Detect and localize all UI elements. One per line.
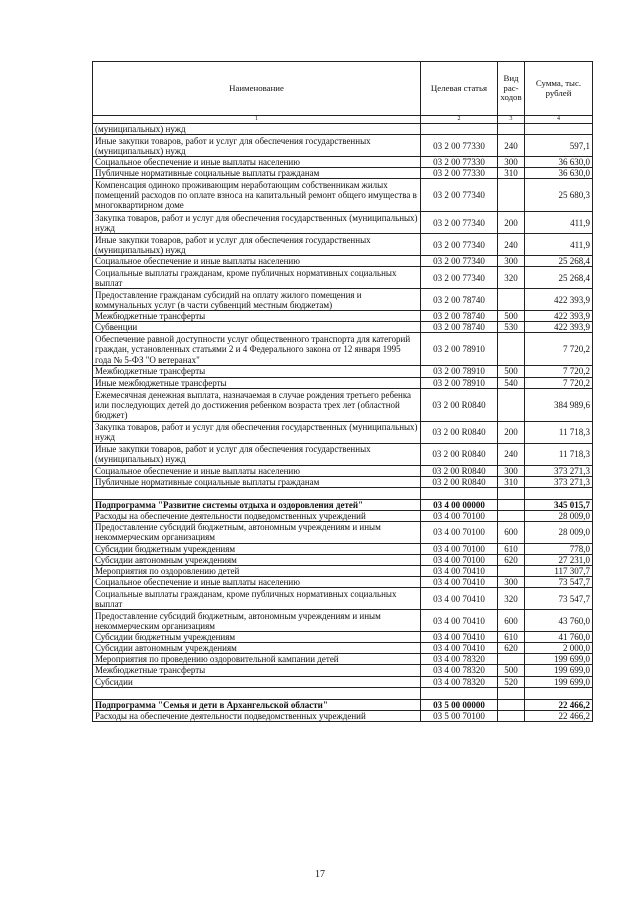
row-code-cell: 03 4 00 70410 [421,610,498,632]
row-code-cell: 03 4 00 78320 [421,654,498,665]
row-name-cell: Социальные выплаты гражданам, кроме публичных нормативных социальных выплат [93,588,421,610]
row-type-cell: 300 [498,256,525,267]
row-name-cell: Межбюджетные трансферты [93,366,421,377]
table-row [93,256,593,267]
row-code-cell: 03 2 00 77330 [421,168,498,179]
row-type-cell [498,124,525,135]
row-type-cell [498,687,525,699]
row-name-cell: Субсидии автономным учреждениям [93,555,421,566]
row-name-cell: Предоставление гражданам субсидий на оплату жилого помещения и коммунальных услуг (в части субвенций местным бюджетам) [93,289,421,311]
table-row [93,157,593,168]
row-name-cell: Субсидии бюджетным учреждениям [93,632,421,643]
row-type-cell: 300 [498,465,525,476]
table-row [93,168,593,179]
row-code-cell: 03 5 00 70100 [421,710,498,721]
row-sum-cell: 2 000,0 [525,643,593,654]
row-type-cell [498,510,525,521]
row-code-cell: 03 2 00 77330 [421,135,498,157]
row-name-cell: Подпрограмма "Развитие системы отдыха и оздоровления детей" [93,499,421,510]
row-code-cell: 03 4 00 70410 [421,643,498,654]
row-code-cell: 03 2 00 R0840 [421,476,498,487]
row-name-cell: Публичные нормативные социальные выплаты гражданам [93,168,421,179]
row-code-cell: 03 2 00 78910 [421,333,498,366]
row-type-cell: 310 [498,476,525,487]
row-code-cell: 03 4 00 00000 [421,499,498,510]
table-row [93,311,593,322]
table-row [93,421,593,443]
row-code-cell [421,687,498,699]
row-sum-cell: 384 989,6 [525,388,593,421]
row-code-cell: 03 2 00 78910 [421,366,498,377]
row-name-cell: Иные межбюджетные трансферты [93,377,421,388]
row-name-cell: Социальное обеспечение и иные выплаты населению [93,577,421,588]
row-sum-cell: 22 466,2 [525,699,593,710]
row-sum-cell: 27 231,0 [525,555,593,566]
row-type-cell: 500 [498,665,525,676]
row-sum-cell: 411,9 [525,212,593,234]
row-code-cell: 03 2 00 78740 [421,289,498,311]
header-name: Наименование [93,62,421,116]
row-code-cell: 03 4 00 70410 [421,588,498,610]
row-name-cell: Расходы на обеспечение деятельности подведомственных учреждений [93,510,421,521]
row-name-cell [93,487,421,499]
row-type-cell: 200 [498,212,525,234]
table-row [93,543,593,554]
row-code-cell: 03 2 00 77340 [421,234,498,256]
row-type-cell: 240 [498,443,525,465]
table-spacer-row [93,687,593,699]
table-row [93,476,593,487]
row-name-cell: Мероприятия по оздоровлению детей [93,566,421,577]
row-name-cell: Иные закупки товаров, работ и услуг для обеспечения государственных (муниципальных) нужд [93,135,421,157]
row-name-cell: Субсидии [93,676,421,687]
row-sum-cell: 73 547,7 [525,588,593,610]
row-sum-cell: 199 699,0 [525,665,593,676]
row-name-cell: Предоставление субсидий бюджетным, автономным учреждениям и иным некоммерческим организациям [93,521,421,543]
row-sum-cell: 25 268,4 [525,256,593,267]
row-name-cell: Иные закупки товаров, работ и услуг для обеспечения государственных (муниципальных) нужд [93,443,421,465]
row-name-cell: Иные закупки товаров, работ и услуг для обеспечения государственных (муниципальных) нужд [93,234,421,256]
row-name-cell: Публичные нормативные социальные выплаты гражданам [93,476,421,487]
row-sum-cell [525,124,593,135]
row-sum-cell: 41 760,0 [525,632,593,643]
row-sum-cell: 36 630,0 [525,168,593,179]
row-code-cell: 03 4 00 78320 [421,665,498,676]
row-code-cell: 03 4 00 70100 [421,521,498,543]
row-name-cell: Субсидии бюджетным учреждениям [93,543,421,554]
table-row [93,179,593,212]
row-sum-cell: 11 718,3 [525,421,593,443]
row-code-cell [421,487,498,499]
row-sum-cell: 7 720,2 [525,333,593,366]
row-type-cell: 320 [498,267,525,289]
table-row [93,510,593,521]
row-type-cell [498,654,525,665]
row-type-cell: 320 [498,588,525,610]
table-row [93,654,593,665]
row-code-cell: 03 4 00 70100 [421,543,498,554]
row-sum-cell: 597,1 [525,135,593,157]
row-sum-cell: 22 466,2 [525,710,593,721]
row-sum-cell: 28 009,0 [525,521,593,543]
row-type-cell [498,499,525,510]
row-code-cell: 03 2 00 77340 [421,179,498,212]
table-row [93,521,593,543]
row-sum-cell: 7 720,2 [525,366,593,377]
row-code-cell: 03 2 00 78740 [421,322,498,333]
row-sum-cell: 345 015,7 [525,499,593,510]
row-name-cell [93,687,421,699]
header-num-4: 4 [525,116,593,124]
row-type-cell [498,699,525,710]
row-sum-cell: 422 393,9 [525,311,593,322]
table-row [93,377,593,388]
row-name-cell: Социальные выплаты гражданам, кроме публичных нормативных социальных выплат [93,267,421,289]
row-code-cell: 03 4 00 70410 [421,632,498,643]
row-type-cell [498,289,525,311]
table-row [93,632,593,643]
row-name-cell: Закупка товаров, работ и услуг для обеспечения государственных (муниципальных) нужд [93,212,421,234]
table-row [93,333,593,366]
row-type-cell [498,566,525,577]
row-sum-cell: 73 547,7 [525,577,593,588]
budget-table [92,61,593,722]
row-name-cell: Субсидии автономным учреждениям [93,643,421,654]
row-code-cell: 03 2 00 78740 [421,311,498,322]
table-row [93,643,593,654]
row-type-cell: 610 [498,632,525,643]
row-code-cell: 03 4 00 70410 [421,566,498,577]
header-num-1: 1 [93,116,421,124]
table-row [93,234,593,256]
row-sum-cell: 28 009,0 [525,510,593,521]
row-name-cell: (муниципальных) нужд [93,124,421,135]
row-name-cell: Расходы на обеспечение деятельности подведомственных учреждений [93,710,421,721]
row-sum-cell [525,487,593,499]
table-row [93,388,593,421]
table-row [93,566,593,577]
table-row [93,322,593,333]
table-row [93,289,593,311]
row-name-cell: Социальное обеспечение и иные выплаты населению [93,256,421,267]
table-row [93,588,593,610]
row-type-cell: 200 [498,421,525,443]
row-name-cell: Предоставление субсидий бюджетным, автономным учреждениям и иным некоммерческим организациям [93,610,421,632]
table-row [93,710,593,721]
row-name-cell: Межбюджетные трансферты [93,311,421,322]
row-type-cell: 500 [498,311,525,322]
header-num-2: 2 [421,116,498,124]
table-row [93,555,593,566]
row-sum-cell: 199 699,0 [525,654,593,665]
row-type-cell [498,179,525,212]
row-code-cell: 03 2 00 77340 [421,212,498,234]
header-number-row [93,116,593,124]
table-row [93,676,593,687]
row-sum-cell: 36 630,0 [525,157,593,168]
table-header [93,62,593,124]
row-sum-cell: 373 271,3 [525,465,593,476]
row-type-cell: 500 [498,366,525,377]
table-row [93,665,593,676]
row-code-cell: 03 2 00 R0840 [421,388,498,421]
row-type-cell [498,710,525,721]
table-row [93,366,593,377]
row-type-cell: 620 [498,643,525,654]
page-number: 17 [315,869,325,880]
row-name-cell: Социальное обеспечение и иные выплаты населению [93,465,421,476]
row-code-cell: 03 2 00 R0840 [421,465,498,476]
row-name-cell: Закупка товаров, работ и услуг для обеспечения государственных (муниципальных) нужд [93,421,421,443]
row-name-cell: Социальное обеспечение и иные выплаты населению [93,157,421,168]
header-row [93,62,593,116]
row-code-cell: 03 4 00 70410 [421,577,498,588]
row-type-cell: 530 [498,322,525,333]
table-body [93,124,593,722]
subprogram-row [93,699,593,710]
row-name-cell: Межбюджетные трансферты [93,665,421,676]
row-type-cell: 240 [498,135,525,157]
row-sum-cell: 117 307,7 [525,566,593,577]
header-num-3: 3 [498,116,525,124]
row-name-cell: Подпрограмма "Семья и дети в Архангельской области" [93,699,421,710]
row-type-cell: 310 [498,168,525,179]
table-row [93,135,593,157]
row-code-cell: 03 4 00 78320 [421,676,498,687]
row-code-cell: 03 2 00 78910 [421,377,498,388]
row-sum-cell: 422 393,9 [525,289,593,311]
row-type-cell [498,487,525,499]
row-code-cell: 03 2 00 77340 [421,256,498,267]
row-type-cell: 600 [498,610,525,632]
row-type-cell: 620 [498,555,525,566]
row-type-cell: 600 [498,521,525,543]
subprogram-row [93,499,593,510]
row-code-cell: 03 2 00 R0840 [421,443,498,465]
row-type-cell: 300 [498,157,525,168]
row-sum-cell: 199 699,0 [525,676,593,687]
header-type: Вид рас-ходов [498,62,525,116]
row-sum-cell: 25 268,4 [525,267,593,289]
row-type-cell: 610 [498,543,525,554]
table-spacer-row [93,487,593,499]
row-sum-cell: 11 718,3 [525,443,593,465]
row-sum-cell: 778,0 [525,543,593,554]
table-row [93,212,593,234]
row-type-cell: 540 [498,377,525,388]
row-name-cell: Ежемесячная денежная выплата, назначаемая в случае рождения третьего ребенка или последующих детей до достижения ребенком возраста трех лет (областной бюджет) [93,388,421,421]
row-type-cell: 520 [498,676,525,687]
row-sum-cell: 411,9 [525,234,593,256]
row-code-cell: 03 4 00 70100 [421,510,498,521]
table-row [93,577,593,588]
row-code-cell: 03 5 00 00000 [421,699,498,710]
row-name-cell: Компенсация одиноко проживающим неработающим собственникам жилых помещений расходов по оплате взноса на капитальный ремонт общего имущества в многоквартирном доме [93,179,421,212]
row-sum-cell: 25 680,3 [525,179,593,212]
row-sum-cell [525,687,593,699]
header-sum: Сумма, тыс. рублей [525,62,593,116]
header-code: Целевая статья [421,62,498,116]
row-sum-cell: 422 393,9 [525,322,593,333]
row-code-cell: 03 4 00 70100 [421,555,498,566]
row-code-cell: 03 2 00 77330 [421,157,498,168]
row-code-cell: 03 2 00 R0840 [421,421,498,443]
row-code-cell: 03 2 00 77340 [421,267,498,289]
row-sum-cell: 43 760,0 [525,610,593,632]
row-type-cell [498,333,525,366]
row-name-cell: Мероприятия по проведению оздоровительной кампании детей [93,654,421,665]
table-row [93,465,593,476]
row-type-cell: 240 [498,234,525,256]
table-row [93,124,593,135]
row-type-cell [498,388,525,421]
table-row [93,610,593,632]
row-code-cell [421,124,498,135]
table-row [93,267,593,289]
row-name-cell: Обеспечение равной доступности услуг общественного транспорта для категорий граждан, установленных статьями 2 и 4 Федерального закона от 12 января 1995 года № 5-ФЗ "О ветеранах" [93,333,421,366]
row-name-cell: Субвенции [93,322,421,333]
row-sum-cell: 7 720,2 [525,377,593,388]
row-type-cell: 300 [498,577,525,588]
row-sum-cell: 373 271,3 [525,476,593,487]
table-row [93,443,593,465]
